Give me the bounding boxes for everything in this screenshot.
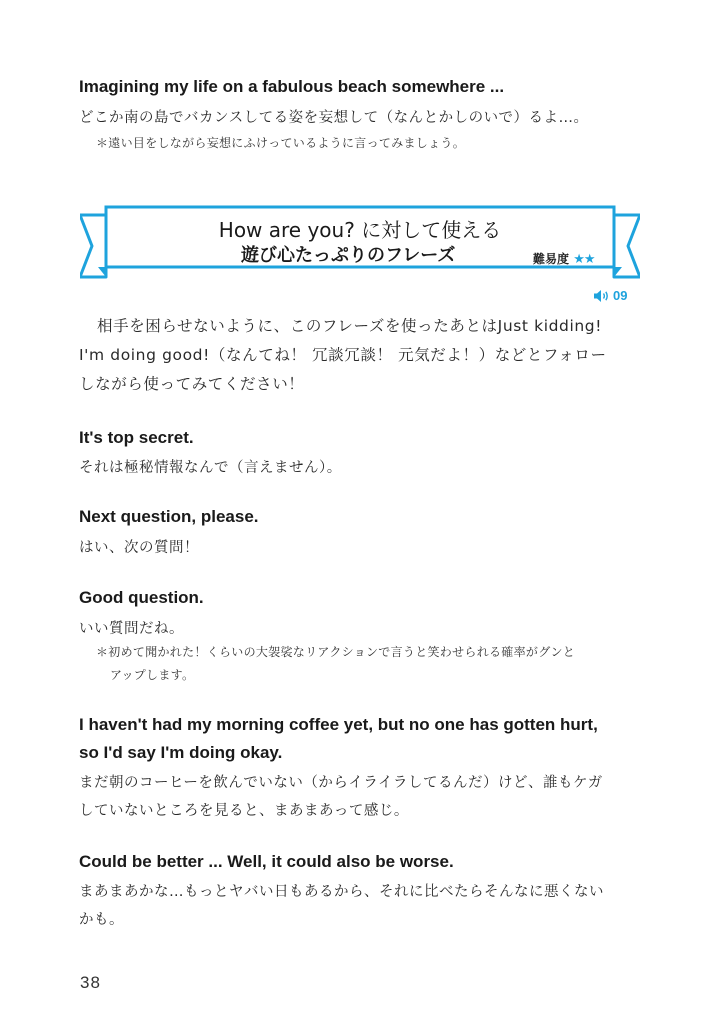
note-good-question-line2: アップします。 <box>110 668 195 682</box>
intro-line-3: しながら使ってみてください！ <box>79 375 305 393</box>
phrase-top-secret: It's top secret. <box>79 428 194 447</box>
track-number: 09 <box>613 288 628 303</box>
phrase-could-be-better: Could be better ... Well, it could also be worse. <box>79 852 454 871</box>
phrase-next-question: Next question, please. <box>79 507 259 526</box>
translation-good-question: いい質問だね。 <box>79 621 184 637</box>
translation-morning-coffee-line1: まだ朝のコーヒーを飲んでいない（からイライラしてるんだ）けど、誰もケガ <box>79 775 603 791</box>
phrase-morning-coffee-line2: so I'd say I'm doing okay. <box>79 743 283 762</box>
page-number: 38 <box>80 973 101 992</box>
difficulty-label: 難易度 <box>533 252 570 266</box>
translation-could-be-better-line1: まあまあかな…もっとヤバい日もあるから、それに比べたらそんなに悪くない <box>79 884 604 900</box>
difficulty-stars: ★★ <box>573 252 595 267</box>
intro-line-2: I'm doing good!（なんてね！ 冗談冗談！ 元気だよ！）などとフォロー <box>79 346 607 364</box>
translation-top-secret: それは極秘情報なんで（言えません）。 <box>79 460 342 476</box>
translation-could-be-better-line2: かも。 <box>79 912 124 928</box>
translation-morning-coffee-line2: していないところを見ると、まあまあって感じ。 <box>79 803 409 819</box>
banner-title-line1: How are you? に対して使える <box>218 218 502 242</box>
phrase-good-question: Good question. <box>79 588 204 607</box>
translation-beach: どこか南の島でバカンスしてる姿を妄想して（なんとかしのいで）るよ…。 <box>79 110 589 126</box>
translation-next-question: はい、次の質問！ <box>79 540 199 556</box>
phrase-beach: Imagining my life on a fabulous beach somewhere ... <box>79 77 505 96</box>
phrase-morning-coffee-line1: I haven't had my morning coffee yet, but no one has gotten hurt, <box>79 715 598 734</box>
intro-line-1: 相手を困らせないように、このフレーズを使ったあとはJust kidding! <box>97 317 603 335</box>
banner-title-line2: 遊び心たっぷりのフレーズ <box>241 245 456 266</box>
difficulty-rating <box>533 250 595 267</box>
audio-track[interactable] <box>593 288 627 303</box>
note-beach: ＊遠い目をしながら妄想にふけっているように言ってみましょう。 <box>96 136 466 150</box>
speaker-icon <box>593 289 611 303</box>
note-good-question-line1: ＊初めて聞かれた！くらいの大袈裟なリアクションで言うと笑わせられる確率がグンと <box>96 645 576 659</box>
